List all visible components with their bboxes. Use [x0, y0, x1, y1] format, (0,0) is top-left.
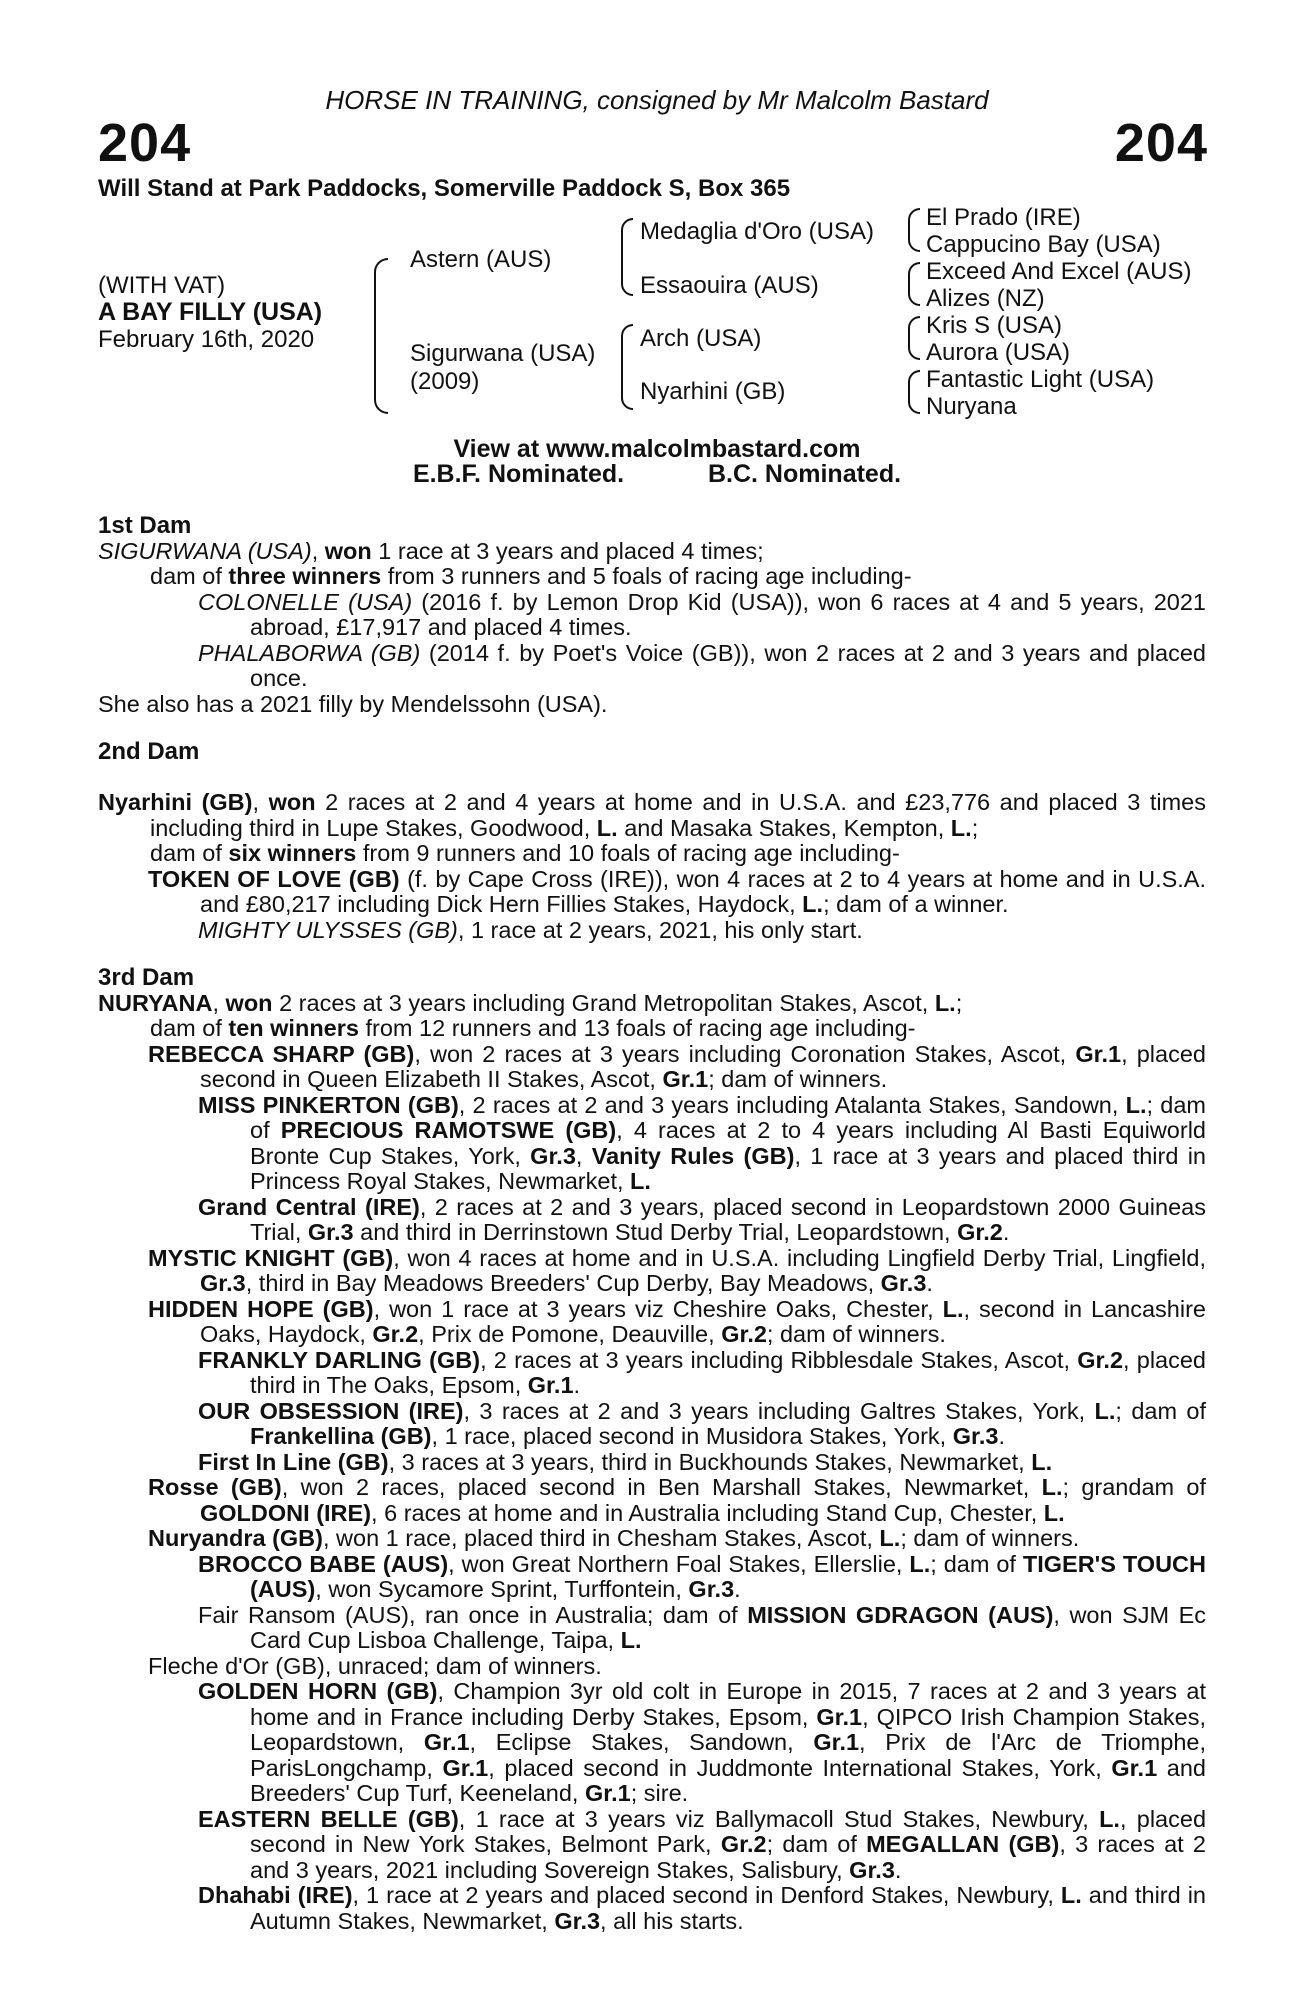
catalogue-heading: HORSE IN TRAINING, consigned by Mr Malcolm Bastard	[325, 85, 989, 115]
progeny-dhahabi: Dhahabi (IRE), 1 race at 2 years and placed second in Denford Stakes, Newbury, L. and third in Autumn Stakes, Newmarket, Gr.3, all his starts.	[198, 1882, 1206, 1934]
progeny-frankly-darling: FRANKLY DARLING (GB), 2 races at 3 years including Ribblesdale Stakes, Ascot, Gr.2, placed third in The Oaks, Epsom, Gr.1.	[198, 1346, 1207, 1398]
bc-nominated: B.C. Nominated.	[707, 460, 902, 488]
progeny-mystic-knight: MYSTIC KNIGHT (GB), won 4 races at home and in U.S.A. including Lingfield Derby Trial, Lingfield, Gr.3, third in Bay Meadows Breeders' Cup Derby, Bay Meadows, Gr.3.	[148, 1244, 1206, 1296]
grandparent-6: Aurora (USA)	[926, 339, 1071, 366]
sire-dam: Essaouira (AUS)	[640, 272, 819, 299]
view-link[interactable]: View at www.malcolmbastard.com	[453, 435, 861, 463]
nominations	[0, 460, 1314, 489]
progeny-rebecca-sharp: REBECCA SHARP (GB), won 2 races at 3 years including Coronation Stakes, Ascot, Gr.1, placed second in Queen Elizabeth II Stakes, Ascot, Gr.1; dam of winners.	[148, 1040, 1206, 1092]
grandparent-5: Kris S (USA)	[926, 312, 1063, 339]
grandparent-7: Fantastic Light (USA)	[926, 366, 1155, 393]
second-dam-entry	[98, 765, 1206, 791]
progeny-colonelle: COLONELLE (USA) (2016 f. by Lemon Drop Kid (USA)), won 6 races at 4 and 5 years, 2021 abroad, £17,917 and placed 4 times.	[198, 588, 1207, 640]
brace-g4	[908, 370, 920, 414]
first-dam-heading: 1st Dam	[98, 512, 192, 539]
brace-g2	[908, 262, 920, 306]
horse-name: A BAY FILLY (USA)	[98, 298, 323, 326]
grandparent-4: Alizes (NZ)	[926, 285, 1045, 312]
lot-number-left: 204	[98, 113, 192, 173]
dam-sire: Arch (USA)	[640, 325, 762, 352]
progeny-fair-ransom: Fair Ransom (AUS), ran once in Australia; dam of MISSION GDRAGON (AUS), won SJM Ec Card Cup Lisboa Challenge, Taipa, L.	[198, 1601, 1206, 1653]
progeny-hidden-hope: HIDDEN HOPE (GB), won 1 race at 3 years viz Cheshire Oaks, Chester, L., second in Lancashire Oaks, Haydock, Gr.2, Prix de Pomone, Deauville, Gr.2; dam of winners.	[148, 1295, 1206, 1347]
progeny-fleche-dor: Fleche d'Or (GB), unraced; dam of winners.	[148, 1652, 602, 1679]
brace-main	[374, 258, 388, 414]
sire-sire: Medaglia d'Oro (USA)	[640, 218, 874, 245]
brace-sire	[621, 218, 633, 296]
brace-g3	[908, 316, 920, 360]
sire: Astern (AUS)	[410, 246, 552, 273]
progeny-golden-horn: GOLDEN HORN (GB), Champion 3yr old colt in Europe in 2015, 7 races at 2 and 3 years at home and in France including Derby Stakes, Epsom, Gr.1, QIPCO Irish Champion Stakes, Leopardstown, Gr.1, Eclipse Stakes, Sandown, Gr.1, Prix de l'Arc de Triomphe, ParisLongchamp, Gr.1, placed second in Juddmonte International Stakes, York, Gr.1 and Breeders' Cup Turf, Keeneland, Gr.1; sire.	[198, 1678, 1206, 1806]
brace-dam	[621, 324, 633, 410]
progeny-first-in-line: First In Line (GB), 3 races at 3 years, third in Buckhounds Stakes, Newmarket, L.	[198, 1448, 1053, 1475]
progeny-miss-pinkerton: MISS PINKERTON (GB), 2 races at 2 and 3 years including Atalanta Stakes, Sandown, L.; dam of PRECIOUS RAMOTSWE (GB), 4 races at 2 to 4 years including Al Basti Equiworld Bronte Cup Stakes, York, Gr.3, Vanity Rules (GB), 1 race at 3 years and placed third in Princess Royal Stakes, Newmarket, L.	[198, 1091, 1207, 1194]
grandparent-1: El Prado (IRE)	[926, 204, 1081, 231]
progeny-our-obsession: OUR OBSESSION (IRE), 3 races at 2 and 3 years including Galtres Stakes, York, L.; dam of Frankellina (GB), 1 race, placed second in Musidora Stakes, York, Gr.3.	[198, 1397, 1206, 1449]
grandparent-2: Cappucino Bay (USA)	[926, 231, 1161, 258]
grandparent-3: Exceed And Excel (AUS)	[926, 258, 1192, 285]
progeny-mighty-ulysses: MIGHTY ULYSSES (GB), 1 race at 2 years, 2021, his only start.	[198, 916, 863, 943]
second-dam-heading: 2nd Dam	[98, 738, 200, 765]
grandparent-8: Nuryana	[926, 393, 1017, 420]
first-dam-note: She also has a 2021 filly by Mendelssohn (USA).	[98, 690, 608, 717]
ebf-nominated: E.B.F. Nominated.	[412, 460, 625, 488]
progeny-phalaborwa: PHALABORWA (GB) (2014 f. by Poet's Voice (GB)), won 2 races at 2 and 3 years and placed once.	[198, 639, 1206, 691]
progeny-rosse: Rosse (GB), won 2 races, placed second in Ben Marshall Stakes, Newmarket, L.; grandam of GOLDONI (IRE), 6 races at home and in Australia including Stand Cup, Chester, L.	[148, 1474, 1207, 1526]
produce-record	[98, 513, 1206, 1934]
progeny-nuryandra: Nuryandra (GB), won 1 race, placed third in Chesham Stakes, Ascot, L.; dam of winners.	[148, 1525, 1080, 1551]
dam: Sigurwana (USA)	[410, 340, 596, 367]
brace-g1	[908, 208, 920, 252]
first-dam-entry: SIGURWANA (USA), won 1 race at 3 years and placed 4 times; dam of three winners from 3 runners and 5 foals of racing age including-	[98, 537, 912, 589]
lot-number-right: 204	[1114, 113, 1208, 173]
dam-dam: Nyarhini (GB)	[640, 378, 786, 405]
progeny-grand-central: Grand Central (IRE), 2 races at 2 and 3 years, placed second in Leopardstown 2000 Guineas Trial, Gr.3 and third in Derrinstown Stud Derby Trial, Leopardstown, Gr.2.	[198, 1193, 1206, 1245]
third-dam-heading: 3rd Dam	[98, 964, 195, 991]
progeny-token-of-love: TOKEN OF LOVE (GB) (f. by Cape Cross (IRE)), won 4 races at 2 to 4 years at home and in U.S.A. and £80,217 including Dick Hern Fillies Stakes, Haydock, L.; dam of a winner.	[148, 865, 1207, 917]
progeny-eastern-belle: EASTERN BELLE (GB), 1 race at 3 years viz Ballymacoll Stud Stakes, Newbury, L., placed second in New York Stakes, Belmont Park, Gr.2; dam of MEGALLAN (GB), 3 races at 2 and 3 years, 2021 including Sovereign Stakes, Salisbury, Gr.3.	[198, 1805, 1207, 1883]
dam-year: (2009)	[410, 368, 480, 395]
stand-info: Will Stand at Park Paddocks, Somerville Paddock S, Box 365	[98, 175, 791, 202]
third-dam-entry: NURYANA, won 2 races at 3 years including Grand Metropolitan Stakes, Ascot, L.; dam of ten winners from 12 runners and 13 foals of racing age including-	[98, 989, 963, 1041]
second-dam-text: Nyarhini (GB), won 2 races at 2 and 4 years at home and in U.S.A. and £23,776 and placed 3 times including third in Lupe Stakes, Goodwood, L. and Masaka Stakes, Kempton, L.; dam of six winners from 9 runners and 10 foals of racing age including-	[98, 789, 1206, 866]
vat-note: (WITH VAT)	[98, 272, 226, 299]
foaling-date: February 16th, 2020	[98, 326, 315, 353]
progeny-brocco-babe: BROCCO BABE (AUS), won Great Northern Foal Stakes, Ellerslie, L.; dam of TIGER'S TOUCH (AUS), won Sycamore Sprint, Turffontein, Gr.3.	[198, 1550, 1206, 1602]
